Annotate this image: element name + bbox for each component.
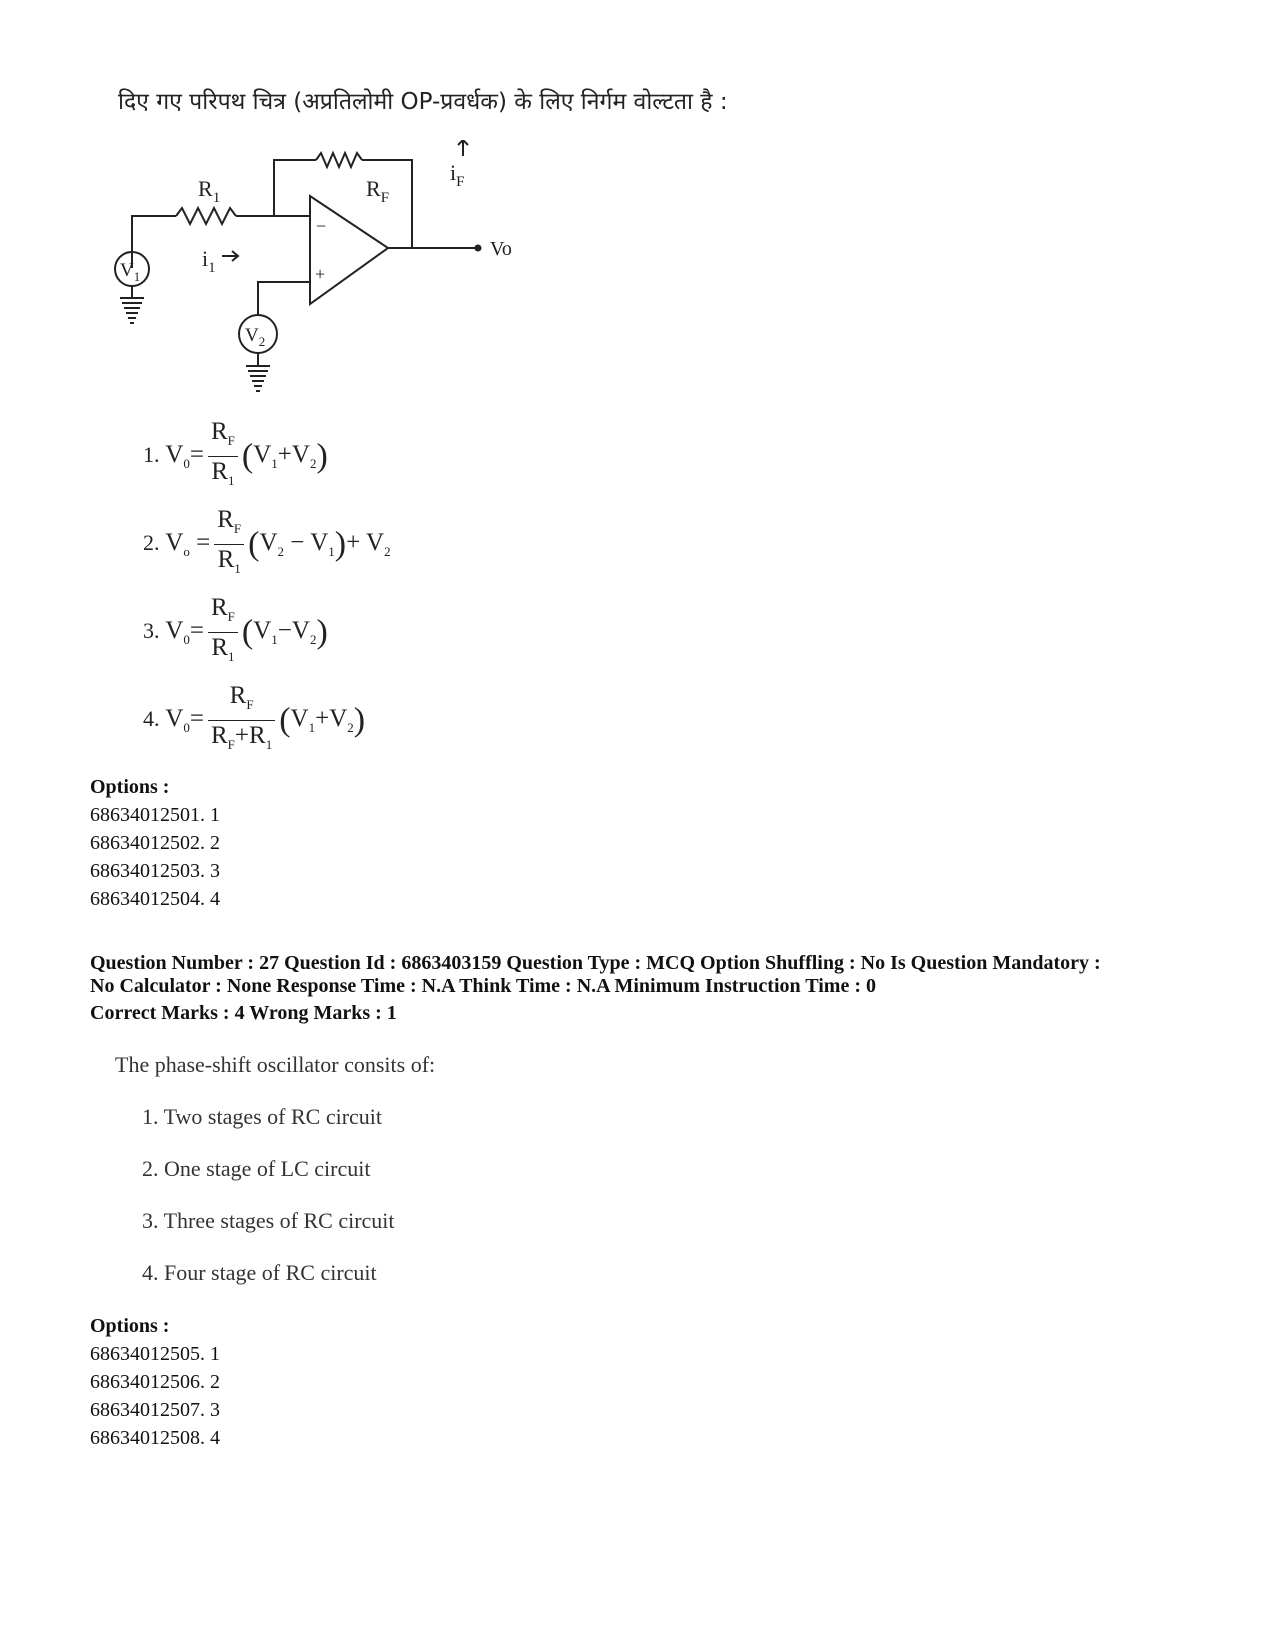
resistor-rf — [316, 153, 362, 167]
op-amp-triangle — [310, 196, 388, 304]
choice-3: 3. $V_0=$ $\frac{R_F}{R_1}$ $(V_1-V_2)$ — [143, 594, 328, 664]
option-item: 68634012508. 4 — [90, 1427, 220, 1449]
option-item: 68634012506. 2 — [90, 1371, 220, 1393]
choice-4: 4. $V_0=$ $\frac{R_F}{R_F+R_1}$ $(V_1+V_2)$ — [143, 682, 366, 752]
label-minus: − — [316, 216, 327, 236]
label-plus: + — [315, 264, 326, 284]
option-item: 68634012501. 1 — [90, 804, 220, 826]
label-rf: $R_F$ — [366, 176, 390, 206]
label-if: $i_F$ — [450, 160, 465, 190]
label-r1: $R_1$ — [198, 176, 221, 206]
option-item: 68634012505. 1 — [90, 1343, 220, 1365]
ground-icon — [120, 298, 144, 323]
question-text: The phase-shift oscillator consits of: — [115, 1052, 436, 1077]
option-item: 68634012502. 2 — [90, 832, 220, 854]
choice-1: 1. Two stages of RC circuit — [142, 1104, 383, 1129]
choice-2: 2. $V_o$ = $\frac{R_F}{R_1}$ $(V_2 - V_1)+ V_2$ — [143, 506, 391, 576]
question-text-hindi: दिए गए परिपथ चित्र (अप्रतिलोमी OP-प्रवर्धक) के लिए निर्गम वोल्टता है : — [118, 89, 728, 115]
option-item: 68634012504. 4 — [90, 888, 220, 910]
option-item: 68634012507. 3 — [90, 1399, 220, 1421]
label-v1: $V_1$ — [120, 260, 141, 284]
choice-4: 4. Four stage of RC circuit — [142, 1260, 377, 1285]
options-label: Options : — [90, 776, 170, 798]
label-v2: $V_2$ — [245, 325, 266, 349]
choice-3: 3. Three stages of RC circuit — [142, 1208, 395, 1233]
question-meta-line-2: No Calculator : None Response Time : N.A Think Time : N.A Minimum Instruction Time : 0 — [90, 975, 876, 997]
choice-1: 1. $V_0=$ $\frac{R_F}{R_1}$ $(V_1+V_2)$ — [143, 418, 328, 488]
question-meta-line-1: Question Number : 27 Question Id : 6863403159 Question Type : MCQ Option Shuffling : No Is Question Mandatory : — [90, 952, 1101, 974]
option-item: 68634012503. 3 — [90, 860, 220, 882]
output-node — [475, 245, 482, 252]
ground-icon — [246, 366, 270, 391]
op-amp-circuit-diagram — [110, 140, 550, 400]
label-i1: $i_1$ — [202, 246, 216, 276]
question-marks: Correct Marks : 4 Wrong Marks : 1 — [90, 1002, 397, 1024]
choice-2: 2. One stage of LC circuit — [142, 1156, 371, 1181]
resistor-r1 — [176, 208, 236, 224]
label-vo: Vo — [490, 238, 512, 260]
options-label: Options : — [90, 1315, 170, 1337]
